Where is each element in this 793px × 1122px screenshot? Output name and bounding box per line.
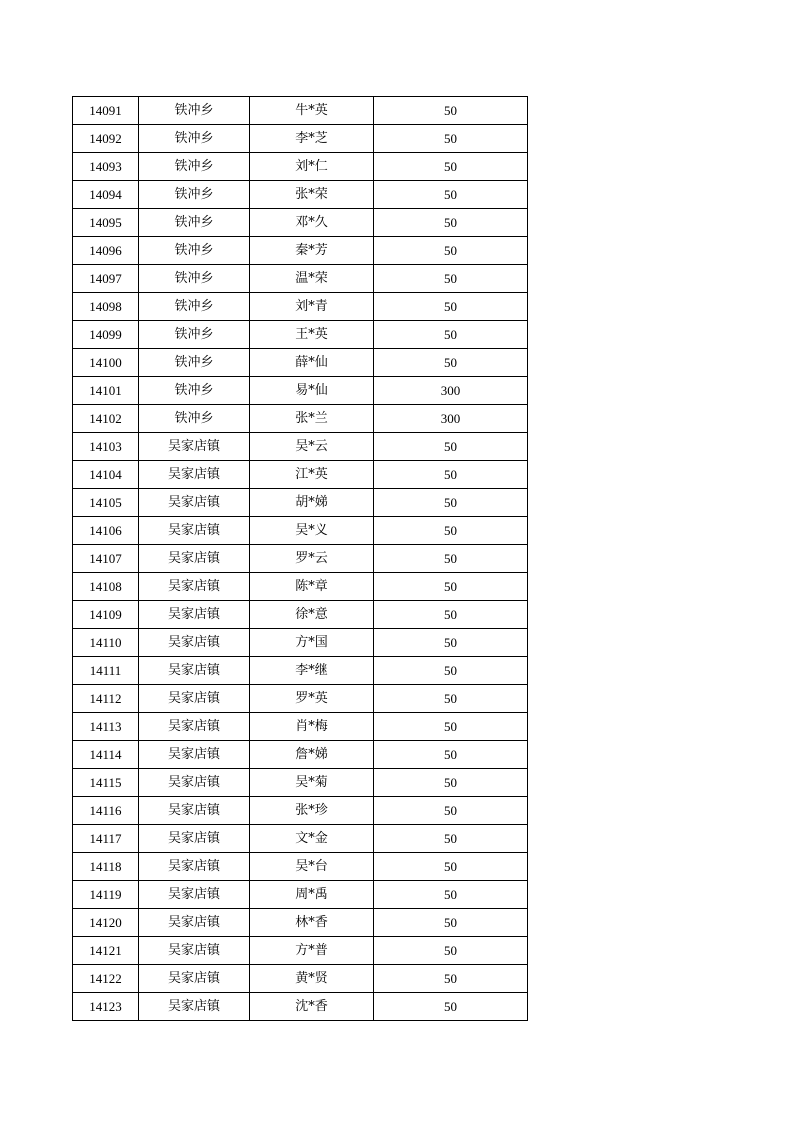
table-row xyxy=(73,853,528,881)
table-row xyxy=(73,433,528,461)
amount-cell: 50 xyxy=(374,937,528,965)
id-cell: 14117 xyxy=(73,825,139,853)
name-cell: 徐*意 xyxy=(250,601,374,629)
name-cell: 牛*英 xyxy=(250,97,374,125)
name-cell: 张*珍 xyxy=(250,797,374,825)
table-row xyxy=(73,965,528,993)
name-cell: 陈*章 xyxy=(250,573,374,601)
roster-table xyxy=(72,96,528,1021)
amount-cell: 50 xyxy=(374,209,528,237)
town-cell: 铁冲乡 xyxy=(139,97,250,125)
table-row xyxy=(73,237,528,265)
name-cell: 林*香 xyxy=(250,909,374,937)
id-cell: 14095 xyxy=(73,209,139,237)
table-row xyxy=(73,741,528,769)
table-row xyxy=(73,377,528,405)
town-cell: 铁冲乡 xyxy=(139,125,250,153)
amount-cell: 50 xyxy=(374,517,528,545)
name-cell: 肖*梅 xyxy=(250,713,374,741)
id-cell: 14119 xyxy=(73,881,139,909)
town-cell: 铁冲乡 xyxy=(139,265,250,293)
id-cell: 14116 xyxy=(73,797,139,825)
amount-cell: 50 xyxy=(374,181,528,209)
amount-cell: 50 xyxy=(374,237,528,265)
id-cell: 14094 xyxy=(73,181,139,209)
table-row xyxy=(73,209,528,237)
town-cell: 吴家店镇 xyxy=(139,573,250,601)
town-cell: 铁冲乡 xyxy=(139,349,250,377)
amount-cell: 50 xyxy=(374,125,528,153)
name-cell: 张*兰 xyxy=(250,405,374,433)
table-row xyxy=(73,97,528,125)
id-cell: 14097 xyxy=(73,265,139,293)
amount-cell: 50 xyxy=(374,601,528,629)
town-cell: 吴家店镇 xyxy=(139,937,250,965)
name-cell: 江*英 xyxy=(250,461,374,489)
name-cell: 刘*青 xyxy=(250,293,374,321)
id-cell: 14105 xyxy=(73,489,139,517)
id-cell: 14109 xyxy=(73,601,139,629)
id-cell: 14112 xyxy=(73,685,139,713)
town-cell: 铁冲乡 xyxy=(139,181,250,209)
amount-cell: 50 xyxy=(374,573,528,601)
id-cell: 14101 xyxy=(73,377,139,405)
amount-cell: 50 xyxy=(374,909,528,937)
town-cell: 吴家店镇 xyxy=(139,797,250,825)
amount-cell: 50 xyxy=(374,965,528,993)
table-row xyxy=(73,713,528,741)
id-cell: 14100 xyxy=(73,349,139,377)
table-row xyxy=(73,349,528,377)
id-cell: 14107 xyxy=(73,545,139,573)
table-row xyxy=(73,265,528,293)
town-cell: 吴家店镇 xyxy=(139,657,250,685)
town-cell: 铁冲乡 xyxy=(139,405,250,433)
amount-cell: 50 xyxy=(374,741,528,769)
name-cell: 吴*台 xyxy=(250,853,374,881)
table-row xyxy=(73,937,528,965)
town-cell: 铁冲乡 xyxy=(139,153,250,181)
table-row xyxy=(73,769,528,797)
table-row xyxy=(73,461,528,489)
amount-cell: 50 xyxy=(374,349,528,377)
id-cell: 14110 xyxy=(73,629,139,657)
id-cell: 14111 xyxy=(73,657,139,685)
amount-cell: 50 xyxy=(374,321,528,349)
id-cell: 14108 xyxy=(73,573,139,601)
amount-cell: 50 xyxy=(374,153,528,181)
amount-cell: 50 xyxy=(374,545,528,573)
id-cell: 14102 xyxy=(73,405,139,433)
amount-cell: 50 xyxy=(374,993,528,1021)
table-row xyxy=(73,517,528,545)
amount-cell: 50 xyxy=(374,769,528,797)
table-row xyxy=(73,573,528,601)
id-cell: 14113 xyxy=(73,713,139,741)
town-cell: 吴家店镇 xyxy=(139,993,250,1021)
town-cell: 吴家店镇 xyxy=(139,965,250,993)
id-cell: 14115 xyxy=(73,769,139,797)
table-row xyxy=(73,125,528,153)
name-cell: 薛*仙 xyxy=(250,349,374,377)
table-row xyxy=(73,825,528,853)
name-cell: 温*荣 xyxy=(250,265,374,293)
id-cell: 14093 xyxy=(73,153,139,181)
table-row xyxy=(73,405,528,433)
name-cell: 吴*菊 xyxy=(250,769,374,797)
town-cell: 铁冲乡 xyxy=(139,321,250,349)
table-row xyxy=(73,629,528,657)
id-cell: 14098 xyxy=(73,293,139,321)
id-cell: 14103 xyxy=(73,433,139,461)
id-cell: 14099 xyxy=(73,321,139,349)
id-cell: 14096 xyxy=(73,237,139,265)
table-row xyxy=(73,909,528,937)
table-row xyxy=(73,993,528,1021)
amount-cell: 50 xyxy=(374,265,528,293)
town-cell: 吴家店镇 xyxy=(139,629,250,657)
name-cell: 王*英 xyxy=(250,321,374,349)
town-cell: 吴家店镇 xyxy=(139,741,250,769)
id-cell: 14104 xyxy=(73,461,139,489)
name-cell: 罗*云 xyxy=(250,545,374,573)
town-cell: 铁冲乡 xyxy=(139,209,250,237)
name-cell: 刘*仁 xyxy=(250,153,374,181)
table-row xyxy=(73,153,528,181)
town-cell: 吴家店镇 xyxy=(139,909,250,937)
id-cell: 14092 xyxy=(73,125,139,153)
town-cell: 铁冲乡 xyxy=(139,293,250,321)
name-cell: 邓*久 xyxy=(250,209,374,237)
table-row xyxy=(73,489,528,517)
name-cell: 方*国 xyxy=(250,629,374,657)
name-cell: 吴*云 xyxy=(250,433,374,461)
amount-cell: 50 xyxy=(374,685,528,713)
amount-cell: 50 xyxy=(374,713,528,741)
table-row xyxy=(73,601,528,629)
amount-cell: 50 xyxy=(374,461,528,489)
id-cell: 14118 xyxy=(73,853,139,881)
town-cell: 铁冲乡 xyxy=(139,377,250,405)
id-cell: 14123 xyxy=(73,993,139,1021)
id-cell: 14122 xyxy=(73,965,139,993)
town-cell: 吴家店镇 xyxy=(139,545,250,573)
town-cell: 吴家店镇 xyxy=(139,461,250,489)
amount-cell: 50 xyxy=(374,797,528,825)
table-row xyxy=(73,181,528,209)
table-row xyxy=(73,293,528,321)
amount-cell: 50 xyxy=(374,853,528,881)
name-cell: 罗*英 xyxy=(250,685,374,713)
amount-cell: 50 xyxy=(374,433,528,461)
town-cell: 吴家店镇 xyxy=(139,685,250,713)
amount-cell: 50 xyxy=(374,97,528,125)
name-cell: 沈*香 xyxy=(250,993,374,1021)
table-row xyxy=(73,685,528,713)
town-cell: 铁冲乡 xyxy=(139,237,250,265)
town-cell: 吴家店镇 xyxy=(139,601,250,629)
name-cell: 胡*娣 xyxy=(250,489,374,517)
name-cell: 李*芝 xyxy=(250,125,374,153)
name-cell: 秦*芳 xyxy=(250,237,374,265)
name-cell: 吴*义 xyxy=(250,517,374,545)
table-row xyxy=(73,545,528,573)
town-cell: 吴家店镇 xyxy=(139,713,250,741)
town-cell: 吴家店镇 xyxy=(139,881,250,909)
amount-cell: 300 xyxy=(374,405,528,433)
amount-cell: 50 xyxy=(374,881,528,909)
name-cell: 张*荣 xyxy=(250,181,374,209)
town-cell: 吴家店镇 xyxy=(139,489,250,517)
amount-cell: 50 xyxy=(374,629,528,657)
town-cell: 吴家店镇 xyxy=(139,433,250,461)
id-cell: 14114 xyxy=(73,741,139,769)
town-cell: 吴家店镇 xyxy=(139,853,250,881)
id-cell: 14121 xyxy=(73,937,139,965)
town-cell: 吴家店镇 xyxy=(139,517,250,545)
id-cell: 14120 xyxy=(73,909,139,937)
amount-cell: 50 xyxy=(374,489,528,517)
town-cell: 吴家店镇 xyxy=(139,825,250,853)
name-cell: 詹*娣 xyxy=(250,741,374,769)
table-row xyxy=(73,321,528,349)
table-row xyxy=(73,881,528,909)
roster-table-body xyxy=(73,97,528,1021)
name-cell: 方*普 xyxy=(250,937,374,965)
name-cell: 周*禹 xyxy=(250,881,374,909)
table-row xyxy=(73,797,528,825)
name-cell: 文*金 xyxy=(250,825,374,853)
amount-cell: 300 xyxy=(374,377,528,405)
amount-cell: 50 xyxy=(374,293,528,321)
town-cell: 吴家店镇 xyxy=(139,769,250,797)
name-cell: 黄*贤 xyxy=(250,965,374,993)
id-cell: 14106 xyxy=(73,517,139,545)
amount-cell: 50 xyxy=(374,825,528,853)
name-cell: 李*继 xyxy=(250,657,374,685)
name-cell: 易*仙 xyxy=(250,377,374,405)
table-row xyxy=(73,657,528,685)
amount-cell: 50 xyxy=(374,657,528,685)
id-cell: 14091 xyxy=(73,97,139,125)
